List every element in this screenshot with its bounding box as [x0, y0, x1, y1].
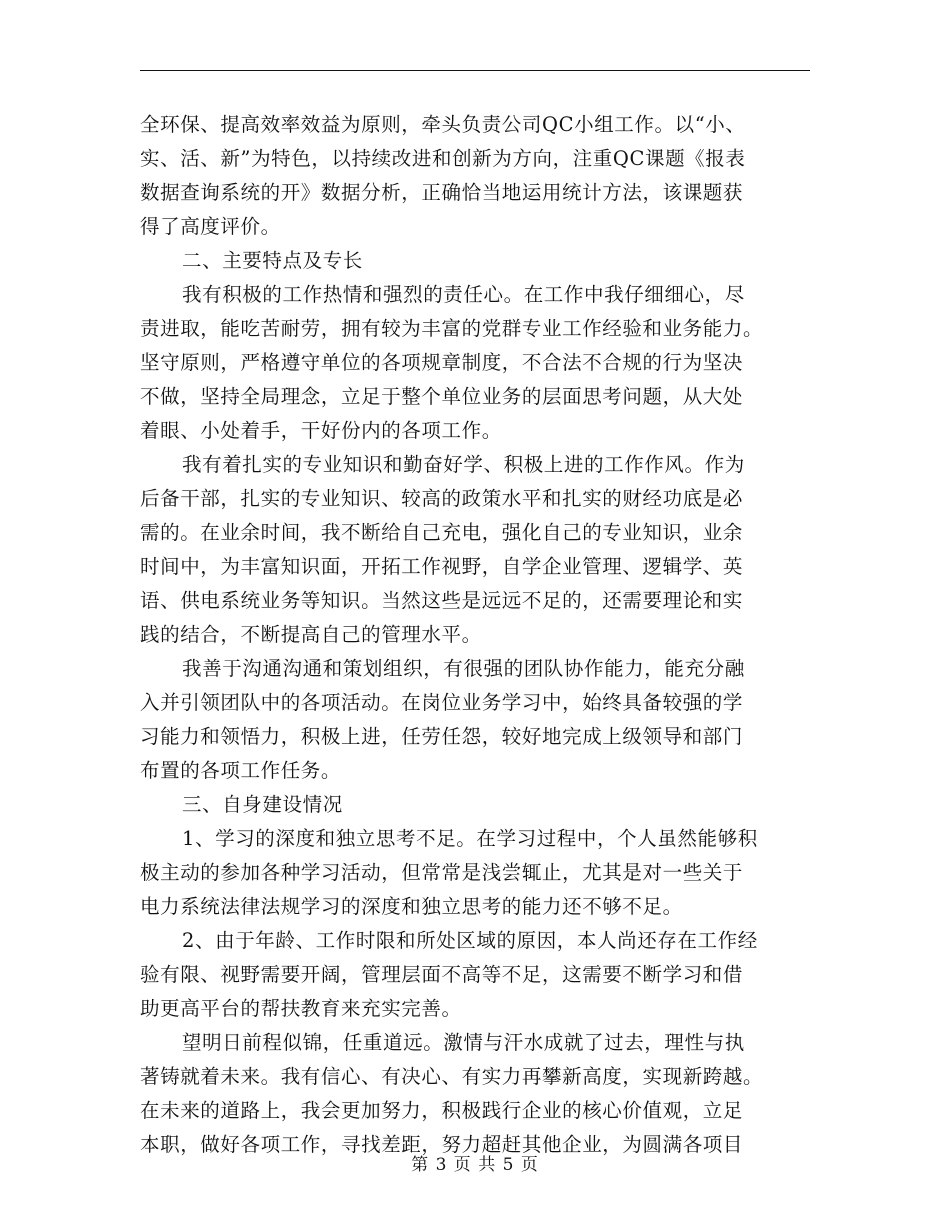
text-line: 1、学习的深度和独立思考不足。在学习过程中，个人虽然能够积	[182, 827, 758, 850]
text-line: 语、供电系统业务等知识。当然这些是远远不足的，还需要理论和实	[140, 589, 744, 612]
text-line: 验有限、视野需要开阔，管理层面不高等不足，这需要不断学习和借	[140, 963, 744, 986]
text-line: 全环保、提高效率效益为原则，牵头负责公司QC小组工作。以“小、	[140, 113, 746, 136]
text-line: 我有着扎实的专业知识和勤奋好学、积极上进的工作作风。作为	[182, 453, 745, 476]
text-line: 得了高度评价。	[140, 215, 281, 238]
text-line: 我善于沟通沟通和策划组织，有很强的团队协作能力，能充分融	[182, 657, 745, 680]
text-line: 需的。在业余时间，我不断给自己充电，强化自己的专业知识，业余	[140, 521, 744, 544]
page-footer: 第 3 页 共 5 页	[411, 1155, 539, 1175]
text-line: 本职，做好各项工作，寻找差距，努力超赶其他企业，为圆满各项目	[140, 1133, 744, 1156]
text-line: 电力系统法律法规学习的深度和独立思考的能力还不够不足。	[140, 895, 683, 918]
text-line: 不做，坚持全局理念，立足于整个单位业务的层面思考问题，从大处	[140, 385, 744, 408]
text-line: 责进取，能吃苦耐劳，拥有较为丰富的党群专业工作经验和业务能力。	[140, 317, 764, 340]
text-line: 著铸就着未来。我有信心、有决心、有实力再攀新高度，实现新跨越。	[140, 1065, 764, 1088]
text-line: 后备干部，扎实的专业知识、较高的政策水平和扎实的财经功底是必	[140, 487, 744, 510]
text-line: 习能力和领悟力，积极上进，任劳任怨，较好地完成上级领导和部门	[140, 725, 744, 748]
text-line: 着眼、小处着手，干好份内的各项工作。	[140, 419, 502, 442]
text-line: 2、由于年龄、工作时限和所处区域的原因，本人尚还存在工作经	[182, 929, 758, 952]
text-line: 助更高平台的帮扶教育来充实完善。	[140, 997, 462, 1020]
document-body	[140, 108, 812, 1162]
text-line: 实、活、新”为特色，以持续改进和创新为方向，注重QC课题《报表	[140, 147, 746, 170]
text-line: 数据查询系统的开》数据分析，正确恰当地运用统计方法，该课题获	[140, 181, 744, 204]
text-line: 在未来的道路上，我会更加努力，积极践行企业的核心价值观，立足	[140, 1099, 744, 1122]
text-line: 坚守原则，严格遵守单位的各项规章制度，不合法不合规的行为坚决	[140, 351, 744, 374]
text-line: 极主动的参加各种学习活动，但常常是浅尝辄止，尤其是对一些关于	[140, 861, 744, 884]
text-line: 践的结合，不断提高自己的管理水平。	[140, 623, 482, 646]
text-line: 我有积极的工作热情和强烈的责任心。在工作中我仔细细心，尽	[182, 283, 745, 306]
text-line: 布置的各项工作任务。	[140, 759, 342, 782]
text-line: 二、主要特点及专长	[182, 249, 363, 272]
text-line: 入并引领团队中的各项活动。在岗位业务学习中，始终具备较强的学	[140, 691, 744, 714]
text-line: 三、自身建设情况	[182, 793, 343, 816]
text-line: 望明日前程似锦，任重道远。激情与汗水成就了过去，理性与执	[182, 1031, 745, 1054]
text-line: 时间中，为丰富知识面，开拓工作视野，自学企业管理、逻辑学、英	[140, 555, 744, 578]
header-rule	[140, 70, 810, 71]
